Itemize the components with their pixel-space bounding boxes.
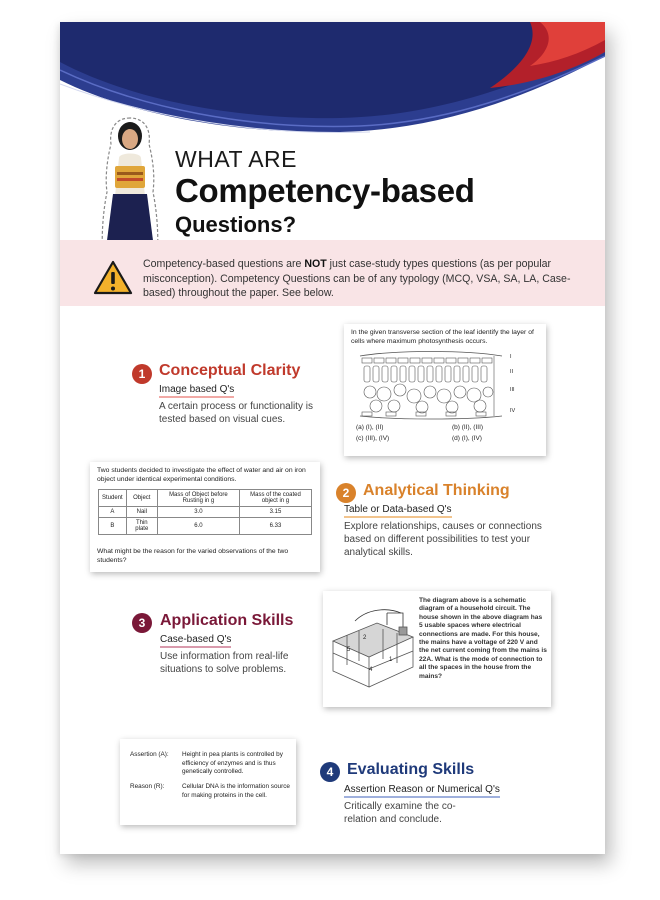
table-cell: Nail bbox=[126, 507, 157, 518]
table-header: Student bbox=[99, 490, 127, 507]
assertion-card bbox=[120, 739, 296, 825]
section-2-subtitle: Table or Data-based Q's bbox=[344, 504, 452, 518]
leaf-section-diagram bbox=[356, 350, 506, 420]
warning-text-bold: NOT bbox=[304, 258, 327, 270]
section-2-title: Analytical Thinking bbox=[363, 482, 510, 499]
leaf-label-4: IV bbox=[510, 408, 516, 414]
leaf-option-b: (b) (II), (III) bbox=[452, 424, 484, 431]
reason-label: Reason (R): bbox=[130, 783, 165, 790]
title-what-are: WHAT ARE bbox=[175, 146, 297, 172]
section-3-title: Application Skills bbox=[160, 612, 294, 629]
table-cell: 6.33 bbox=[239, 518, 311, 535]
section-3-subtitle: Case-based Q's bbox=[160, 634, 231, 648]
room-label-2: 2 bbox=[363, 635, 367, 641]
leaf-label-2: II bbox=[510, 369, 514, 375]
table-row bbox=[99, 507, 312, 518]
reason-text: Cellular DNA is the information source for making proteins in the cell. bbox=[182, 783, 290, 799]
assertion-label: Assertion (A): bbox=[130, 751, 169, 758]
leaf-option-d: (d) (I), (IV) bbox=[452, 435, 482, 442]
warning-text: Competency-based questions are NOT just case-study types questions (as per popular misconception). Competency Questions can be of any typology (MCQ, VSA, SA, LA, Case-based) throughout the paper. See below. bbox=[143, 258, 571, 299]
title-questions: Questions? bbox=[175, 212, 297, 237]
rusting-table bbox=[98, 489, 312, 535]
circuit-question: The diagram above is a schematic diagram of a household circuit. The house shown in the above diagram has 5 usable spaces where electrical connections are made. For this house, the mains have a voltage of 220 V and the net current coming from the mains is 22A. What is the mode of connection to all the spaces in the house from the mains? bbox=[419, 597, 547, 680]
leaf-diagram-card bbox=[344, 324, 546, 456]
leaf-label-1: I bbox=[510, 354, 512, 360]
table-cell: B bbox=[99, 518, 127, 535]
room-label-4: 4 bbox=[369, 667, 373, 673]
leaf-question: In the given transverse section of the leaf identify the layer of cells where maximum photosynthesis occurs. bbox=[351, 329, 534, 345]
section-3-number: 3 bbox=[132, 613, 152, 633]
section-1-title: Conceptual Clarity bbox=[159, 362, 301, 379]
warning-triangle-icon bbox=[93, 260, 133, 296]
table-footer-question: What might be the reason for the varied observations of the two students? bbox=[97, 548, 289, 564]
section-2-description: Explore relationships, causes or connections based on different possibilities to test your analytical skills. bbox=[344, 521, 542, 558]
table-header: Mass of the coated object in g bbox=[239, 490, 311, 507]
section-1-subtitle: Image based Q's bbox=[159, 384, 234, 398]
table-question: Two students decided to investigate the effect of water and air on iron object under identical experimental conditions. bbox=[97, 467, 306, 483]
title-main: Competency-based bbox=[175, 172, 475, 209]
table-cell: A bbox=[99, 507, 127, 518]
circuit-card bbox=[323, 591, 551, 707]
section-2-number: 2 bbox=[336, 483, 356, 503]
section-1-number: 1 bbox=[132, 364, 152, 384]
poster-page bbox=[60, 22, 605, 854]
leaf-option-c: (c) (III), (IV) bbox=[356, 435, 390, 442]
table-row bbox=[99, 518, 312, 535]
section-4-number: 4 bbox=[320, 762, 340, 782]
table-cell: Thin plate bbox=[126, 518, 157, 535]
house-circuit-diagram bbox=[327, 601, 417, 691]
assertion-text: Height in pea plants is controlled by efficiency of enzymes and is thus genetically controlled. bbox=[182, 751, 283, 776]
room-label-5: 5 bbox=[347, 647, 351, 653]
data-table-card bbox=[90, 462, 320, 572]
section-1-description: A certain process or functionality is tested based on visual cues. bbox=[159, 401, 313, 425]
table-cell: 3.15 bbox=[239, 507, 311, 518]
table-cell: 6.0 bbox=[157, 518, 239, 535]
table-header: Object bbox=[126, 490, 157, 507]
leaf-label-3: III bbox=[510, 387, 515, 393]
table-cell: 3.0 bbox=[157, 507, 239, 518]
section-4-description: Critically examine the co-relation and conclude. bbox=[344, 801, 456, 825]
section-4-subtitle: Assertion Reason or Numerical Q's bbox=[344, 784, 500, 798]
section-3-description: Use information from real-life situations to solve problems. bbox=[160, 651, 289, 675]
table-header: Mass of Object before Rusting in g bbox=[157, 490, 239, 507]
leaf-option-a: (a) (I), (II) bbox=[356, 424, 384, 431]
table-header-row bbox=[99, 490, 312, 507]
section-4-title: Evaluating Skills bbox=[347, 761, 475, 778]
room-label-1: 1 bbox=[389, 657, 393, 663]
